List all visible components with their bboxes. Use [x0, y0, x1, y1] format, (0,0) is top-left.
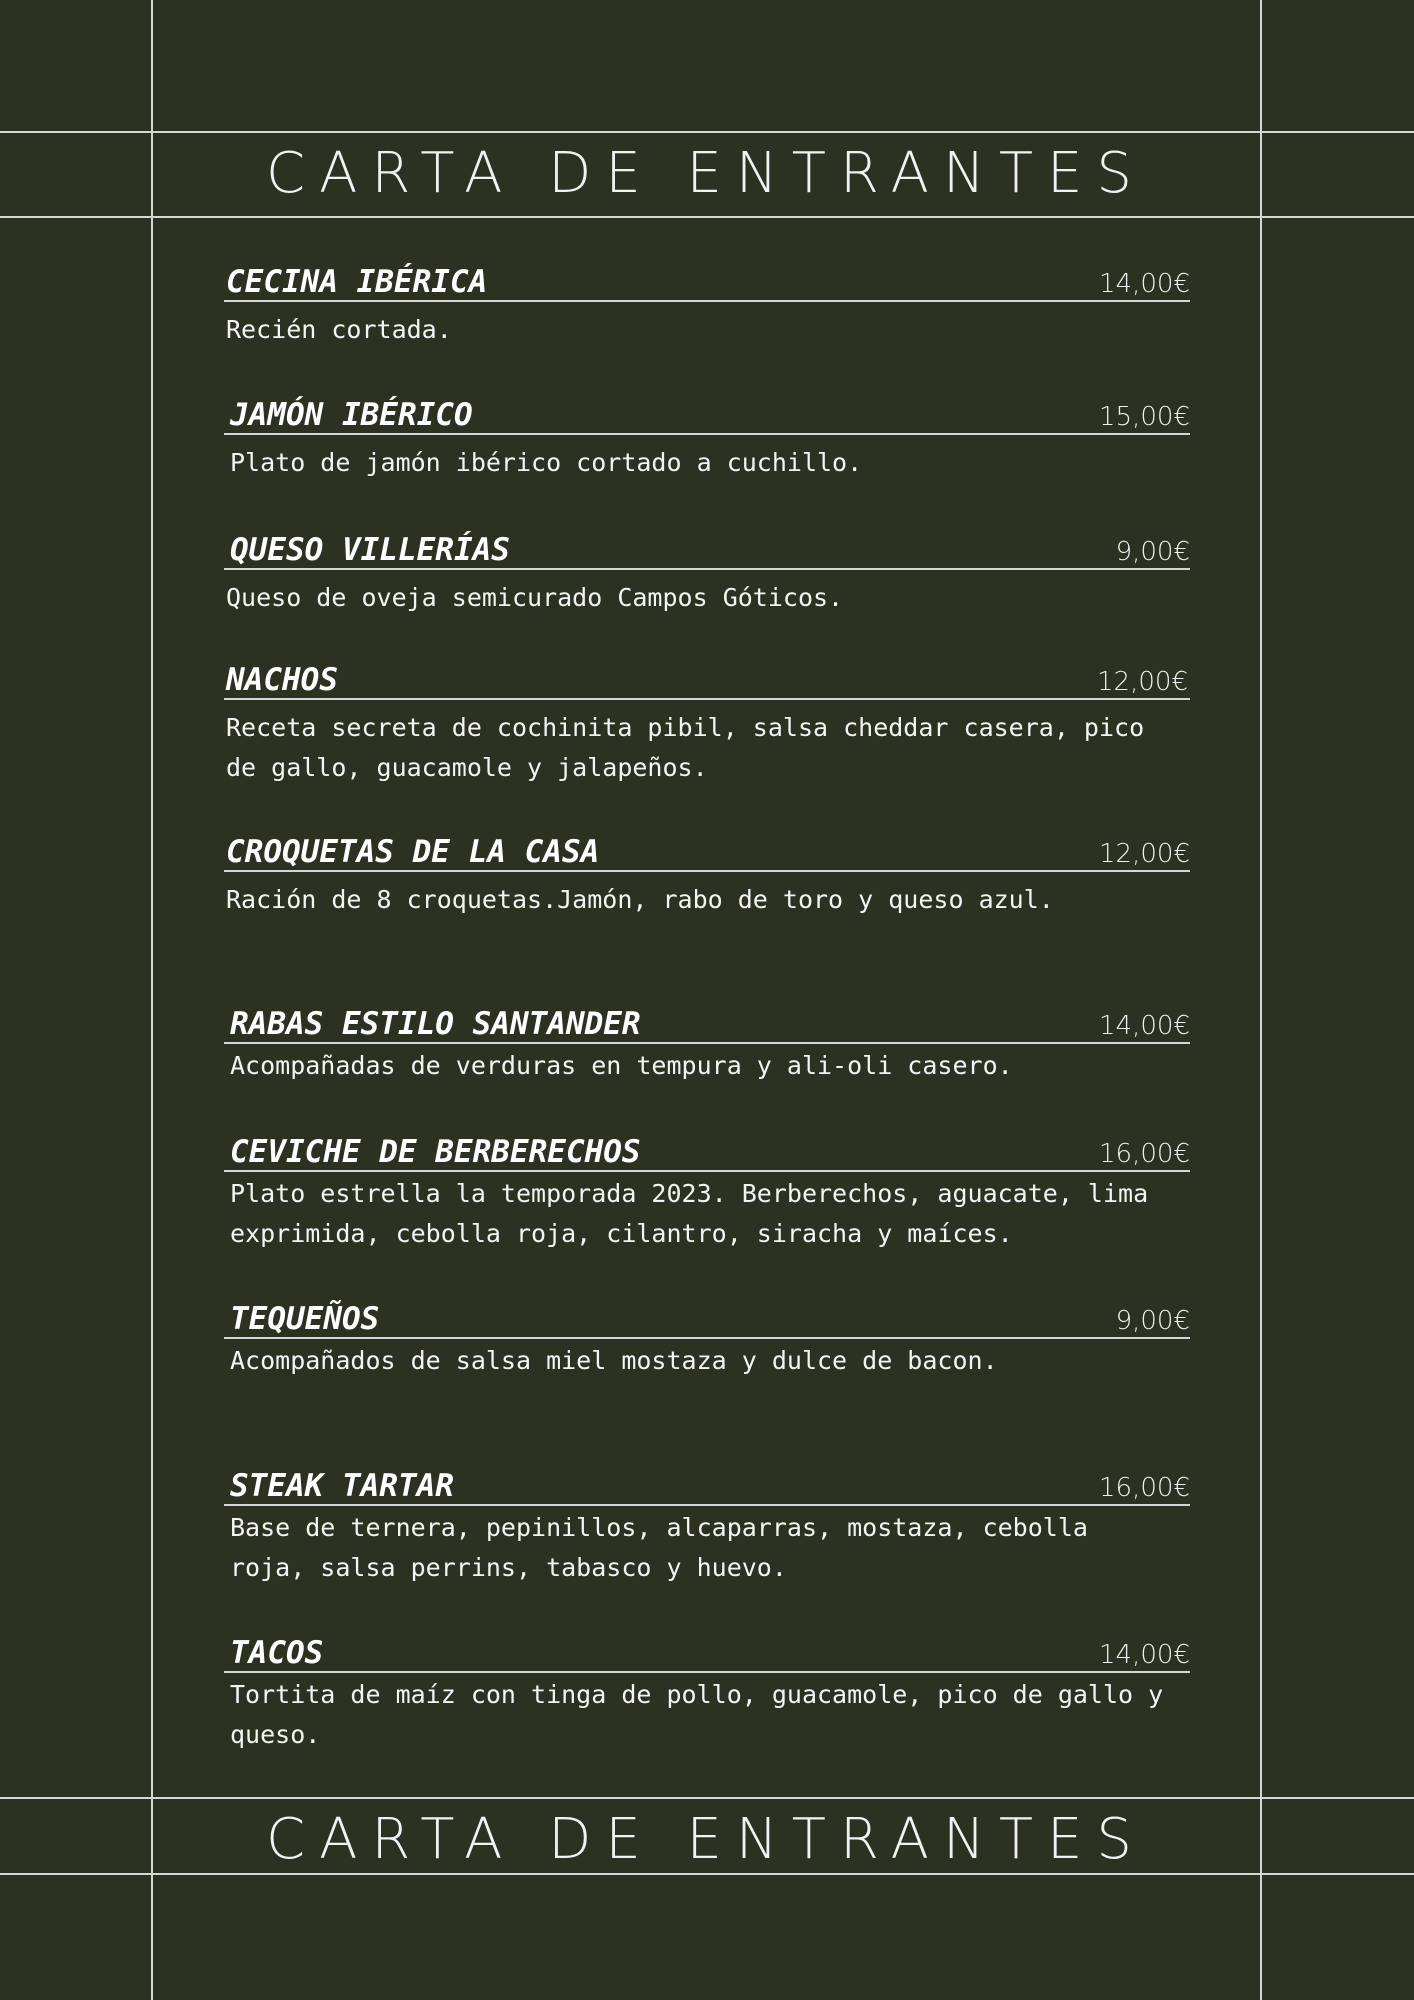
menu-item-price: 14,00€: [1099, 1640, 1190, 1670]
menu-item-name: CEVICHE DE BERBERECHOS: [230, 1134, 641, 1170]
header-line-top: [0, 131, 1414, 133]
menu-item-description: Base de ternera, pepinillos, alcaparras, mostaza, cebolla roja, salsa perrins, tabasco y huevo.: [230, 1513, 1088, 1582]
menu-item-name: QUESO VILLERÍAS: [230, 532, 510, 568]
menu-item-name: NACHOS: [226, 662, 338, 698]
menu-item-price: 15,00€: [1099, 402, 1190, 432]
menu-item-nachos: [224, 654, 1190, 788]
menu-item-price: 14,00€: [1099, 269, 1190, 299]
menu-item-name: CECINA IBÉRICA: [226, 264, 488, 300]
header-line-bottom: [0, 216, 1414, 218]
menu-item-head: [224, 1293, 1190, 1339]
menu-item-description: Tortita de maíz con tinga de pollo, guacamole, pico de gallo y queso.: [230, 1680, 1164, 1749]
menu-item-description: Acompañados de salsa miel mostaza y dulce de bacon.: [230, 1346, 998, 1375]
page-title: CARTA DE ENTRANTES: [266, 141, 1146, 206]
menu-item-name: TEQUEÑOS: [230, 1301, 380, 1337]
frame-line-right: [1260, 0, 1262, 2000]
menu-item-price: 16,00€: [1099, 1139, 1190, 1169]
menu-item-head: [224, 524, 1190, 570]
menu-item-description: Plato estrella la temporada 2023. Berberechos, aguacate, lima exprimida, cebolla roja, cilantro, siracha y maíces.: [230, 1179, 1149, 1248]
frame-line-left: [151, 0, 153, 2000]
menu-item-jamon: [224, 389, 1190, 483]
menu-item-rabas: [224, 998, 1190, 1086]
menu-item-cecina: [224, 256, 1190, 350]
menu-item-description: Acompañadas de verduras en tempura y ali-oli casero.: [230, 1051, 1013, 1080]
menu-item-price: 12,00€: [1097, 667, 1188, 697]
menu-item-description: Queso de oveja semicurado Campos Góticos.: [226, 583, 844, 612]
menu-item-head: [224, 1460, 1190, 1506]
menu-item-name: TACOS: [230, 1635, 324, 1671]
menu-item-tacos: [224, 1627, 1190, 1755]
menu-item-head: [224, 1627, 1190, 1673]
menu-item-name: RABAS ESTILO SANTANDER: [230, 1006, 641, 1042]
menu-item-description: Ración de 8 croquetas.Jamón, rabo de toro y queso azul.: [226, 885, 1054, 914]
menu-item-name: STEAK TARTAR: [230, 1468, 454, 1504]
menu-item-description: Recién cortada.: [226, 315, 452, 344]
menu-item-price: 9,00€: [1115, 1306, 1190, 1336]
menu-item-price: 9,00€: [1115, 537, 1190, 567]
menu-item-price: 12,00€: [1099, 839, 1190, 869]
footer-title: CARTA DE ENTRANTES: [266, 1807, 1146, 1872]
menu-item-price: 16,00€: [1099, 1473, 1190, 1503]
menu-item-head: [224, 389, 1190, 435]
menu-item-tequenos: [224, 1293, 1190, 1381]
menu-item-head: [224, 256, 1190, 302]
menu-item-head: [224, 1126, 1190, 1172]
menu-item-description: Receta secreta de cochinita pibil, salsa cheddar casera, pico de gallo, guacamole y jalapeños.: [226, 713, 1145, 782]
menu-item-ceviche: [224, 1126, 1190, 1254]
footer-line-top: [0, 1797, 1414, 1799]
menu-item-price: 14,00€: [1099, 1011, 1190, 1041]
menu-item-head: [224, 826, 1190, 872]
menu-item-name: JAMÓN IBÉRICO: [230, 397, 473, 433]
menu-item-head: [224, 654, 1190, 700]
menu-item-description: Plato de jamón ibérico cortado a cuchillo.: [230, 448, 863, 477]
footer-line-bottom: [0, 1873, 1414, 1875]
menu-item-steak-tartar: [224, 1460, 1190, 1588]
menu-item-head: [224, 998, 1190, 1044]
menu-item-croquetas: [224, 826, 1190, 920]
menu-item-name: CROQUETAS DE LA CASA: [226, 834, 600, 870]
menu-item-queso: [224, 524, 1190, 618]
